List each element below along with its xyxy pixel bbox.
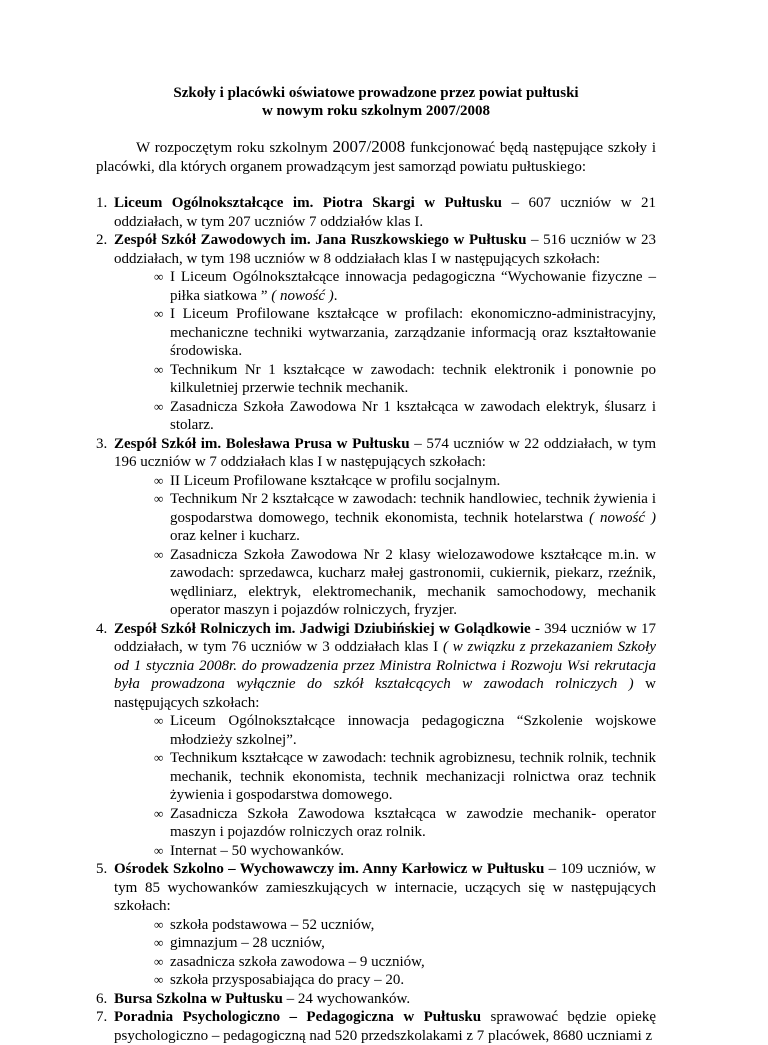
list-item-number: 7. bbox=[96, 1009, 108, 1025]
institution-name: Bursa Szkolna w Pułtusku bbox=[114, 990, 283, 1007]
list-item bbox=[96, 231, 656, 435]
sub-item-text: Zasadnicza Szkoła Zawodowa kształcąca w zawodzie mechanik- operator maszyn i pojazdów rolniczych oraz rolnik. bbox=[170, 805, 656, 840]
sub-list-item bbox=[154, 953, 656, 972]
title-line-1: Szkoły i placówki oświatowe prowadzone przez powiat pułtuski bbox=[173, 85, 579, 101]
list-item bbox=[96, 620, 656, 861]
sub-list-item bbox=[154, 934, 656, 953]
institution-name: Poradnia Psychologiczno – Pedagogiczna w Pułtusku bbox=[114, 1009, 482, 1025]
institution-name: Liceum Ogólnokształcące im. Piotra Skargi w Pułtusku bbox=[114, 195, 503, 211]
bullet-icon: ∞ bbox=[154, 972, 164, 987]
bullet-icon: ∞ bbox=[154, 546, 164, 562]
institution-description: – 574 uczniów w 22 oddziałach, w tym 196 uczniów w 7 oddziałach klas I w następujących szkołach: bbox=[114, 435, 656, 470]
institution-description: – 516 uczniów w 23 oddziałach, w tym 198 uczniów w 8 oddziałach klas I w następujących szkołach: bbox=[114, 232, 656, 267]
bullet-icon: ∞ bbox=[154, 269, 164, 284]
bullet-icon: ∞ bbox=[154, 713, 164, 728]
sub-list-item bbox=[154, 398, 656, 435]
list-item-number: 1. bbox=[96, 195, 108, 211]
sub-list-item bbox=[154, 305, 656, 361]
bullet-icon: ∞ bbox=[154, 805, 164, 821]
bullet-icon: ∞ bbox=[154, 842, 164, 858]
sub-item-text: zasadnicza szkoła zawodowa – 9 uczniów, bbox=[170, 953, 425, 970]
bullet-icon: ∞ bbox=[154, 361, 164, 377]
sub-list-item bbox=[154, 361, 656, 398]
sub-list bbox=[114, 472, 656, 620]
bullet-icon: ∞ bbox=[154, 916, 164, 932]
list-item bbox=[96, 435, 656, 620]
sub-list-item bbox=[154, 805, 656, 842]
sub-item-text: I Liceum Profilowane kształcące w profilach: ekonomiczno-administracyjny, mechaniczne techniki wytwarzania, zarządzanie informacją oraz kształtowanie środowiska. bbox=[170, 306, 656, 359]
sub-list-item bbox=[154, 916, 656, 935]
institution-description: – 607 uczniów w 21 oddziałach, w tym 207 uczniów 7 oddziałów klas I. bbox=[114, 195, 656, 230]
sub-item-text: II Liceum Profilowane kształcące w profilu socjalnym. bbox=[170, 472, 501, 489]
list-item bbox=[96, 194, 656, 231]
institution-description: – 109 uczniów, w tym 85 wychowanków zamieszkujących w internacie, uczących się w następujących szkołach: bbox=[114, 861, 656, 914]
bullet-icon: ∞ bbox=[154, 306, 164, 321]
document-title bbox=[96, 84, 656, 120]
sub-item-text: Liceum Ogólnokształcące innowacja pedagogiczna “Szkolenie wojskowe młodzieży szkolnej”. bbox=[170, 713, 656, 748]
sub-list-item bbox=[154, 472, 656, 491]
institution-description-end: w następujących szkołach: bbox=[114, 676, 656, 711]
sub-list-item bbox=[154, 842, 656, 861]
institution-note: ( w związku z przekazaniem Szkoły od 1 stycznia 2008r. do prowadzenia przez Ministra Rolnictwa i Rozwoju Wsi rekrutacja była prowadzona wyłącznie do szkół kształcących w zawodach rolniczych ) bbox=[114, 639, 656, 692]
sub-item-note: ( nowość ) bbox=[589, 509, 656, 526]
sub-item-text-end: . bbox=[333, 287, 338, 304]
intro-school-year: 2007/2008 bbox=[332, 137, 406, 156]
intro-text-end: funkcjonować będą następujące szkoły i placówki, dla których organem prowadzącym jest samorząd powiatu pułtuskiego: bbox=[96, 140, 656, 175]
list-item-number: 6. bbox=[96, 990, 108, 1007]
sub-item-text: gimnazjum – 28 uczniów, bbox=[170, 935, 325, 951]
list-item bbox=[96, 990, 656, 1009]
institution-name: Ośrodek Szkolno – Wychowawczy im. Anny Karłowicz w Pułtusku bbox=[114, 861, 545, 877]
bullet-icon: ∞ bbox=[154, 398, 164, 414]
sub-item-text: I Liceum Ogólnokształcące innowacja pedagogiczna “Wychowanie fizyczne – piłka siatkowa ” bbox=[170, 269, 656, 304]
list-item bbox=[96, 1008, 656, 1045]
sub-item-text: Zasadnicza Szkoła Zawodowa Nr 1 kształcąca w zawodach elektryk, ślusarz i stolarz. bbox=[170, 398, 656, 433]
sub-item-note: ( nowość ) bbox=[271, 287, 334, 304]
sub-list-item bbox=[154, 749, 656, 805]
list-item bbox=[96, 860, 656, 990]
bullet-icon: ∞ bbox=[154, 491, 164, 506]
list-item-number: 4. bbox=[96, 620, 108, 637]
sub-list bbox=[114, 916, 656, 990]
intro-paragraph bbox=[96, 138, 656, 176]
institution-name: Zespół Szkół Rolniczych im. Jadwigi Dziubińskiej w Golądkowie bbox=[114, 620, 531, 637]
sub-item-text: szkoła przysposabiająca do pracy – 20. bbox=[170, 972, 405, 988]
institution-description: - 394 uczniów w 17 oddziałach, w tym 76 uczniów w 3 oddziałach klas I bbox=[114, 620, 656, 655]
institution-name: Zespół Szkół im. Bolesława Prusa w Pułtusku bbox=[114, 435, 410, 452]
sub-item-text: Technikum Nr 1 kształcące w zawodach: technik elektronik i ponownie po kilkuletniej przerwie technik mechanik. bbox=[170, 361, 656, 396]
school-list bbox=[96, 194, 656, 1045]
institution-description: – 24 wychowanków. bbox=[282, 990, 411, 1007]
title-line-2: w nowym roku szkolnym 2007/2008 bbox=[261, 103, 491, 119]
bullet-icon: ∞ bbox=[154, 953, 164, 969]
sub-list-item bbox=[154, 268, 656, 305]
sub-item-text: Internat – 50 wychowanków. bbox=[170, 842, 344, 859]
sub-item-text: szkoła podstawowa – 52 uczniów, bbox=[170, 916, 375, 933]
sub-item-text-end: oraz kelner i kucharz. bbox=[170, 528, 300, 544]
institution-description: sprawować będzie opiekę psychologiczno – pedagogiczną nad 520 przedszkolakami z 7 placówek, 8680 uczniami z bbox=[114, 1009, 656, 1044]
intro-text-start: W rozpoczętym roku szkolnym bbox=[136, 140, 333, 156]
institution-name: Zespół Szkół Zawodowych im. Jana Ruszkowskiego w Pułtusku bbox=[114, 232, 527, 248]
sub-list-item bbox=[154, 490, 656, 546]
sub-list-item bbox=[154, 971, 656, 990]
sub-item-text: Zasadnicza Szkoła Zawodowa Nr 2 klasy wielozawodowe kształcące m.in. w zawodach: sprzedawca, kucharz małej gastronomii, cukiernik, piekarz, rzeźnik, wędliniarz, elektryk, elektromechanik, mechanik samochodowy, mechanik operator maszyn i pojazdów rolniczych, fryzjer. bbox=[170, 546, 656, 618]
list-item-number: 5. bbox=[96, 861, 108, 877]
sub-list bbox=[114, 268, 656, 435]
bullet-icon: ∞ bbox=[154, 472, 164, 488]
sub-item-text: Technikum kształcące w zawodach: technik agrobiznesu, technik rolnik, technik mechanik, technik ekonomista, technik mechanizacji rolnictwa oraz technik żywienia i gospodarstwa domowego. bbox=[170, 750, 656, 803]
list-item-number: 2. bbox=[96, 232, 108, 248]
bullet-icon: ∞ bbox=[154, 750, 164, 765]
bullet-icon: ∞ bbox=[154, 935, 164, 950]
list-item-number: 3. bbox=[96, 435, 108, 452]
sub-item-text: Technikum Nr 2 kształcące w zawodach: technik handlowiec, technik żywienia i gospodarstwa domowego, technik ekonomista, technik hotelarstwa bbox=[170, 491, 656, 526]
sub-list-item bbox=[154, 712, 656, 749]
sub-list-item bbox=[154, 546, 656, 620]
sub-list bbox=[114, 712, 656, 860]
